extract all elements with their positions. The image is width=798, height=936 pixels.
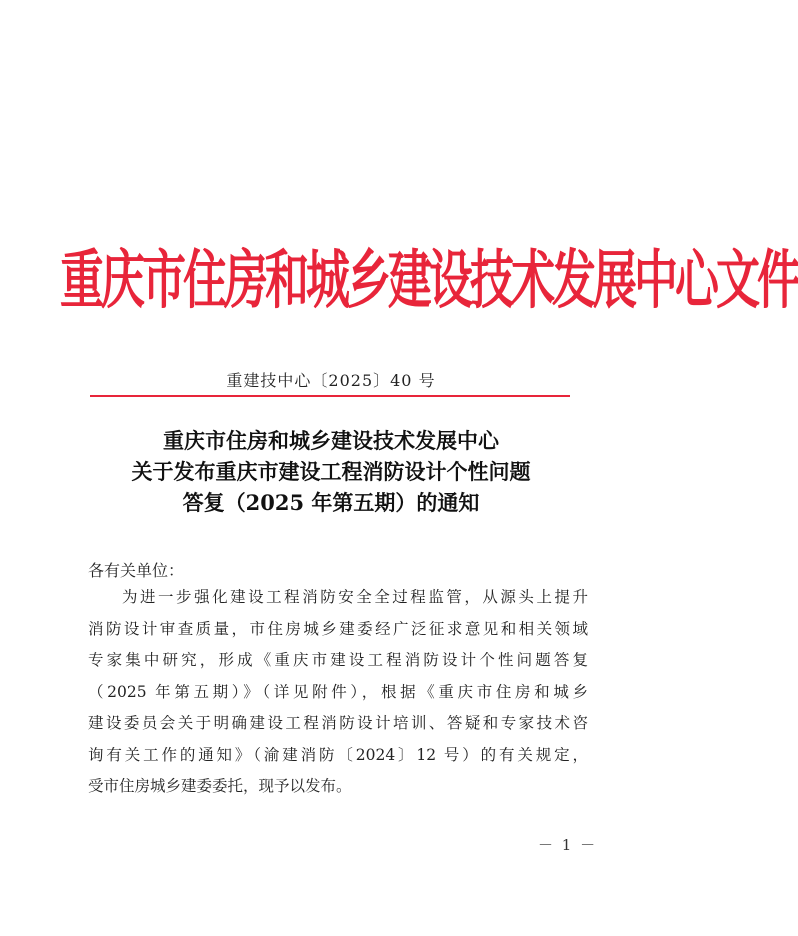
body-line: 专家集中研究，形成《重庆市建设工程消防设计个性问题答复 (88, 651, 588, 669)
body-line: 受市住房城乡建委委托，现予以发布。 (88, 777, 352, 795)
body-line: 为进一步强化建设工程消防安全全过程监管，从源头上提升 (122, 588, 588, 606)
body-paragraph (88, 582, 588, 803)
red-divider-line (90, 395, 570, 397)
notice-title-line-2: 关于发布重庆市建设工程消防设计个性问题 (131, 459, 531, 484)
notice-title (60, 425, 602, 518)
body-line: （2025 年第五期）》（详见附件），根据《重庆市住房和城乡 (88, 682, 588, 701)
body-line: 建设委员会关于明确建设工程消防设计培训、答疑和专家技术咨 (88, 714, 588, 732)
page-number: － 1 － (538, 836, 598, 854)
notice-title-line-1: 重庆市住房和城乡建设技术发展中心 (163, 428, 499, 453)
body-line: 消防设计审查质量，市住房城乡建委经广泛征求意见和相关领域 (88, 619, 588, 638)
notice-title-line-3: 答复（2025 年第五期）的通知 (182, 490, 480, 515)
document-red-header: 重庆市住房和城乡建设技术发展中心文件 (60, 243, 798, 318)
document-number: 重建技中心〔2025〕40 号 (226, 371, 436, 390)
salutation: 各有关单位： (88, 561, 185, 580)
body-line: 询有关工作的通知》（渝建消防〔2024〕12 号）的有关规定， (88, 745, 588, 764)
